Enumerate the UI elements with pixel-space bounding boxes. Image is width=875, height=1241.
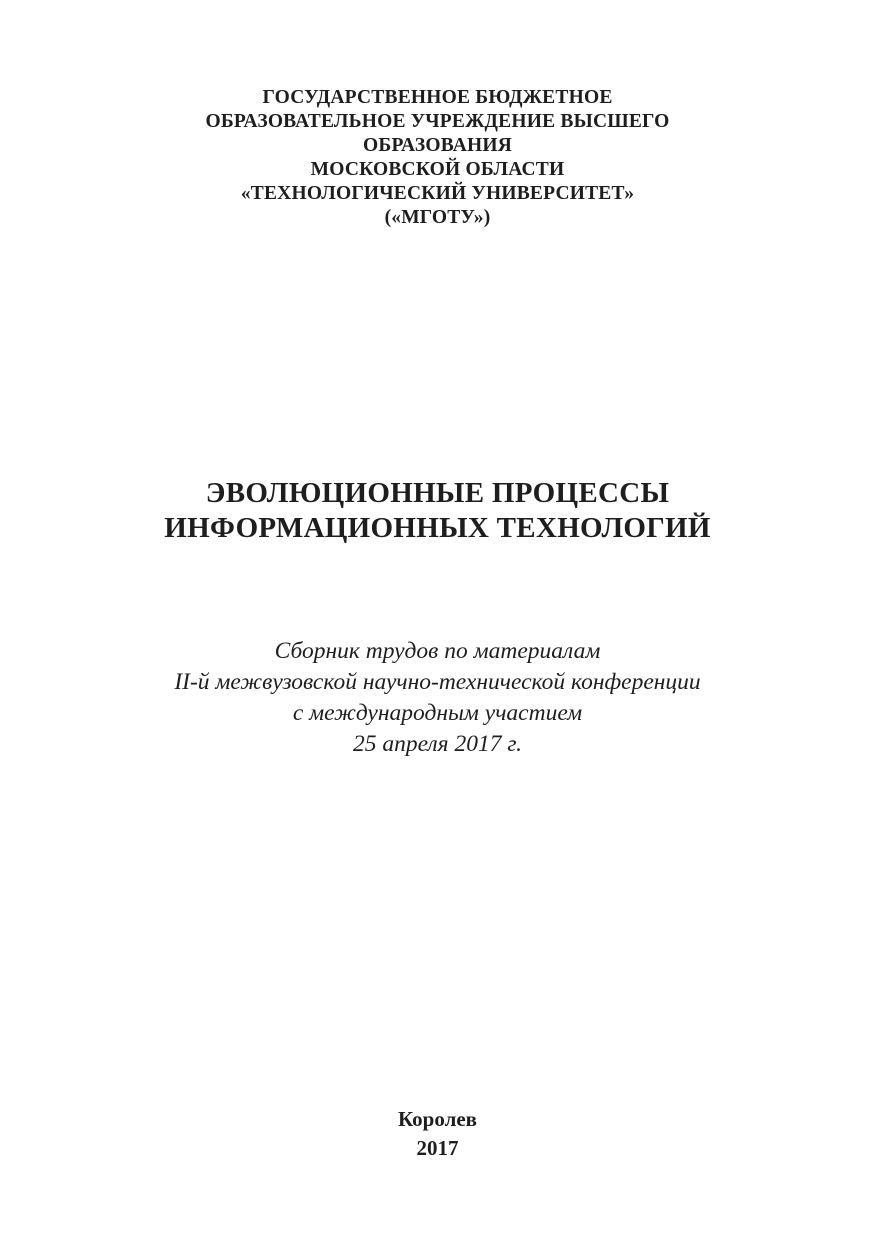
title-line: ИНФОРМАЦИОННЫХ ТЕХНОЛОГИЙ xyxy=(164,512,711,544)
imprint-city: Королев xyxy=(397,1107,478,1131)
institution-line: ГОСУДАРСТВЕННОЕ БЮДЖЕТНОЕ xyxy=(262,87,613,108)
title-line: ЭВОЛЮЦИОННЫЕ ПРОЦЕССЫ xyxy=(205,477,670,509)
subtitle-line: II-й межвузовской научно-технической конференции xyxy=(174,669,701,695)
document-subtitle xyxy=(0,636,875,760)
imprint-year: 2017 xyxy=(416,1136,459,1160)
document-title xyxy=(0,476,875,546)
institution-line: («МГОТУ») xyxy=(384,207,491,228)
institution-line: ОБРАЗОВАНИЯ xyxy=(362,135,512,156)
conference-date: 25 апреля 2017 г. xyxy=(352,731,523,757)
subtitle-line: с международным участием xyxy=(292,700,583,726)
institution-line: «ТЕХНОЛОГИЧЕСКИЙ УНИВЕРСИТЕТ» xyxy=(240,183,635,204)
institution-header xyxy=(0,86,875,230)
imprint xyxy=(0,1105,875,1163)
institution-line: МОСКОВСКОЙ ОБЛАСТИ xyxy=(310,159,565,180)
subtitle-line: Сборник трудов по материалам xyxy=(274,638,601,664)
institution-line: ОБРАЗОВАТЕЛЬНОЕ УЧРЕЖДЕНИЕ ВЫСШЕГО xyxy=(205,111,670,132)
